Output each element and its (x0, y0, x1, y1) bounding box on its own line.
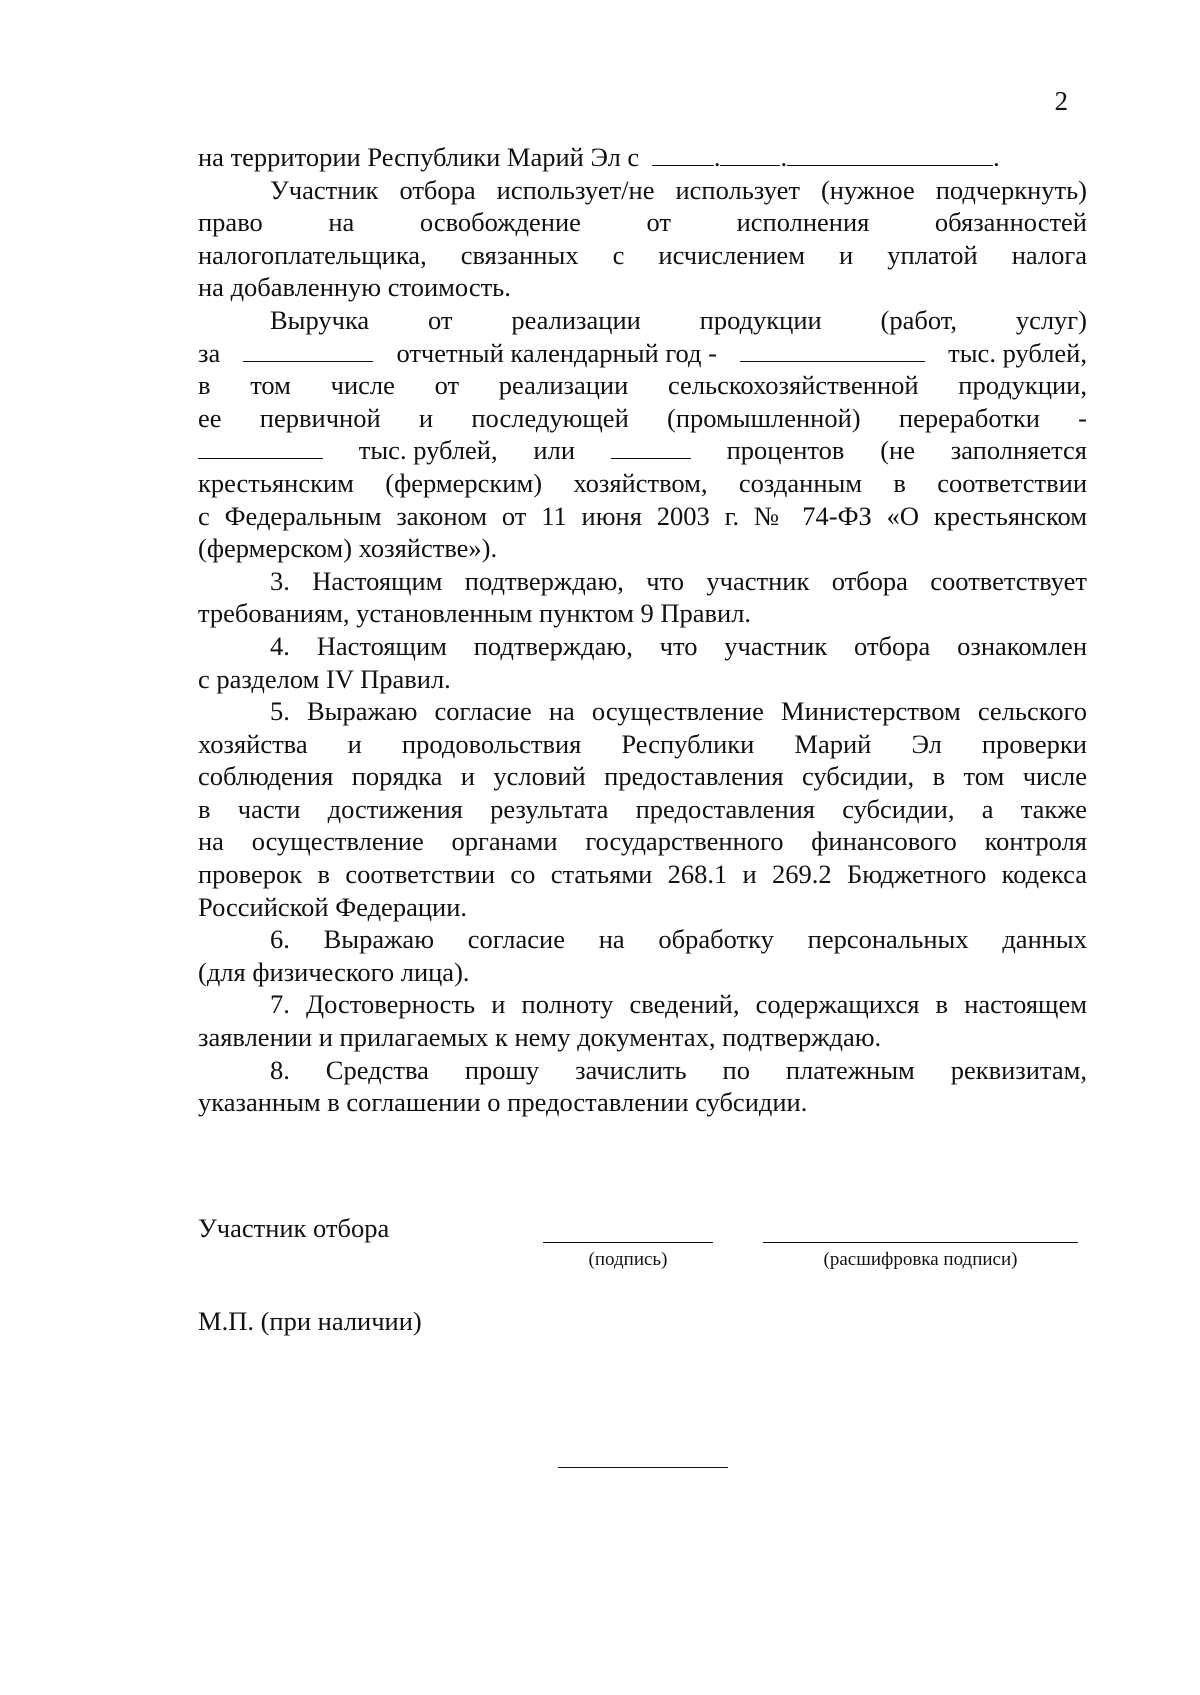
participant-label: Участник отбора (198, 1213, 390, 1243)
text-segment: процентов (726, 435, 845, 466)
text-line: Выручка от реализации продукции (работ, услуг) (270, 304, 1087, 335)
page-number: 2 (1054, 86, 1068, 116)
text-line: соблюдения порядка и условий предоставления субсидии, в том числе (198, 761, 1087, 792)
text-line: 8. Средства прошу зачислить по платежным реквизитам, (270, 1054, 1087, 1085)
day-blank (652, 141, 714, 166)
date-separator: . (780, 142, 788, 172)
text-segment: отчетный календарный год - (396, 337, 717, 368)
text-line: указанным в соглашении о предоставлении субсидии. (198, 1087, 808, 1118)
transcript-line (763, 1242, 1078, 1243)
text-line: 6. Выражаю согласие на обработку персональных данных (270, 924, 1087, 955)
text-segment: тыс. рублей, (948, 337, 1087, 368)
text-line: крестьянским (фермерским) хозяйством, созданным в соответствии (198, 467, 1087, 498)
text-line: Российской Федерации. (198, 891, 467, 922)
text-line: ее первичной и последующей (промышленной) переработки - (198, 402, 1087, 433)
text-line: налогоплательщика, связанных с исчислением и уплатой налога (198, 239, 1087, 270)
end-divider (558, 1467, 728, 1468)
stamp-label: М.П. (при наличии) (198, 1306, 422, 1336)
text-line: с разделом IV Правил. (198, 663, 451, 694)
text-line: на осуществление органами государственного финансового контроля (198, 826, 1087, 857)
text-segment: заполняется (950, 435, 1087, 466)
text-line: право на освобождение от исполнения обязанностей (198, 207, 1087, 238)
signature-block (198, 1213, 1098, 1283)
text-line (198, 434, 1087, 467)
revenue-blank (740, 337, 925, 362)
agri-revenue-blank (198, 434, 323, 459)
signature-line (543, 1242, 713, 1243)
date-separator: . (713, 142, 721, 172)
month-blank (720, 141, 780, 166)
text-line: 3. Настоящим подтверждаю, что участник отбора соответствует (270, 565, 1087, 596)
text-line: (фермерском) хозяйстве»). (198, 533, 498, 564)
text-line: заявлении и прилагаемых к нему документах, подтверждаю. (198, 1022, 882, 1053)
text-line: в том числе от реализации сельскохозяйственной продукции, (198, 370, 1087, 401)
text-line: (для физического лица). (198, 956, 470, 987)
text-segment: (не (880, 435, 915, 466)
text-line (198, 337, 1087, 370)
text-segment: на территории Республики Марий Эл с (198, 142, 640, 172)
text-line: хозяйства и продовольствия Республики Марий Эл проверки (198, 728, 1087, 759)
percent-blank (611, 434, 691, 459)
line-end-period: . (993, 142, 1000, 172)
text-line: 4. Настоящим подтверждаю, что участник отбора ознакомлен (270, 630, 1087, 661)
text-line: с Федеральным законом от 11 июня 2003 г. № 74-ФЗ «О крестьянском (198, 500, 1087, 531)
text-line (198, 141, 1087, 174)
text-line: в части достижения результата предоставления субсидии, а также (198, 793, 1087, 824)
document-body (198, 141, 1087, 1119)
signature-caption: (подпись) (588, 1249, 668, 1270)
text-line: Участник отбора использует/не использует (нужное подчеркнуть) (270, 174, 1087, 205)
text-segment: за (198, 337, 221, 368)
text-line: проверок в соответствии со статьями 268.1 и 269.2 Бюджетного кодекса (198, 859, 1087, 890)
text-line: на добавленную стоимость. (198, 272, 511, 303)
text-line: требованиям, установленным пунктом 9 Правил. (198, 598, 752, 629)
text-segment: тыс. рублей, (358, 435, 498, 466)
text-line: 7. Достоверность и полноту сведений, содержащихся в настоящем (270, 989, 1087, 1020)
year-blank (243, 337, 373, 362)
text-line: 5. Выражаю согласие на осуществление Министерством сельского (270, 696, 1087, 727)
text-segment: или (533, 435, 576, 466)
year-blank (787, 141, 993, 166)
transcript-caption: (расшифровка подписи) (823, 1249, 1018, 1270)
